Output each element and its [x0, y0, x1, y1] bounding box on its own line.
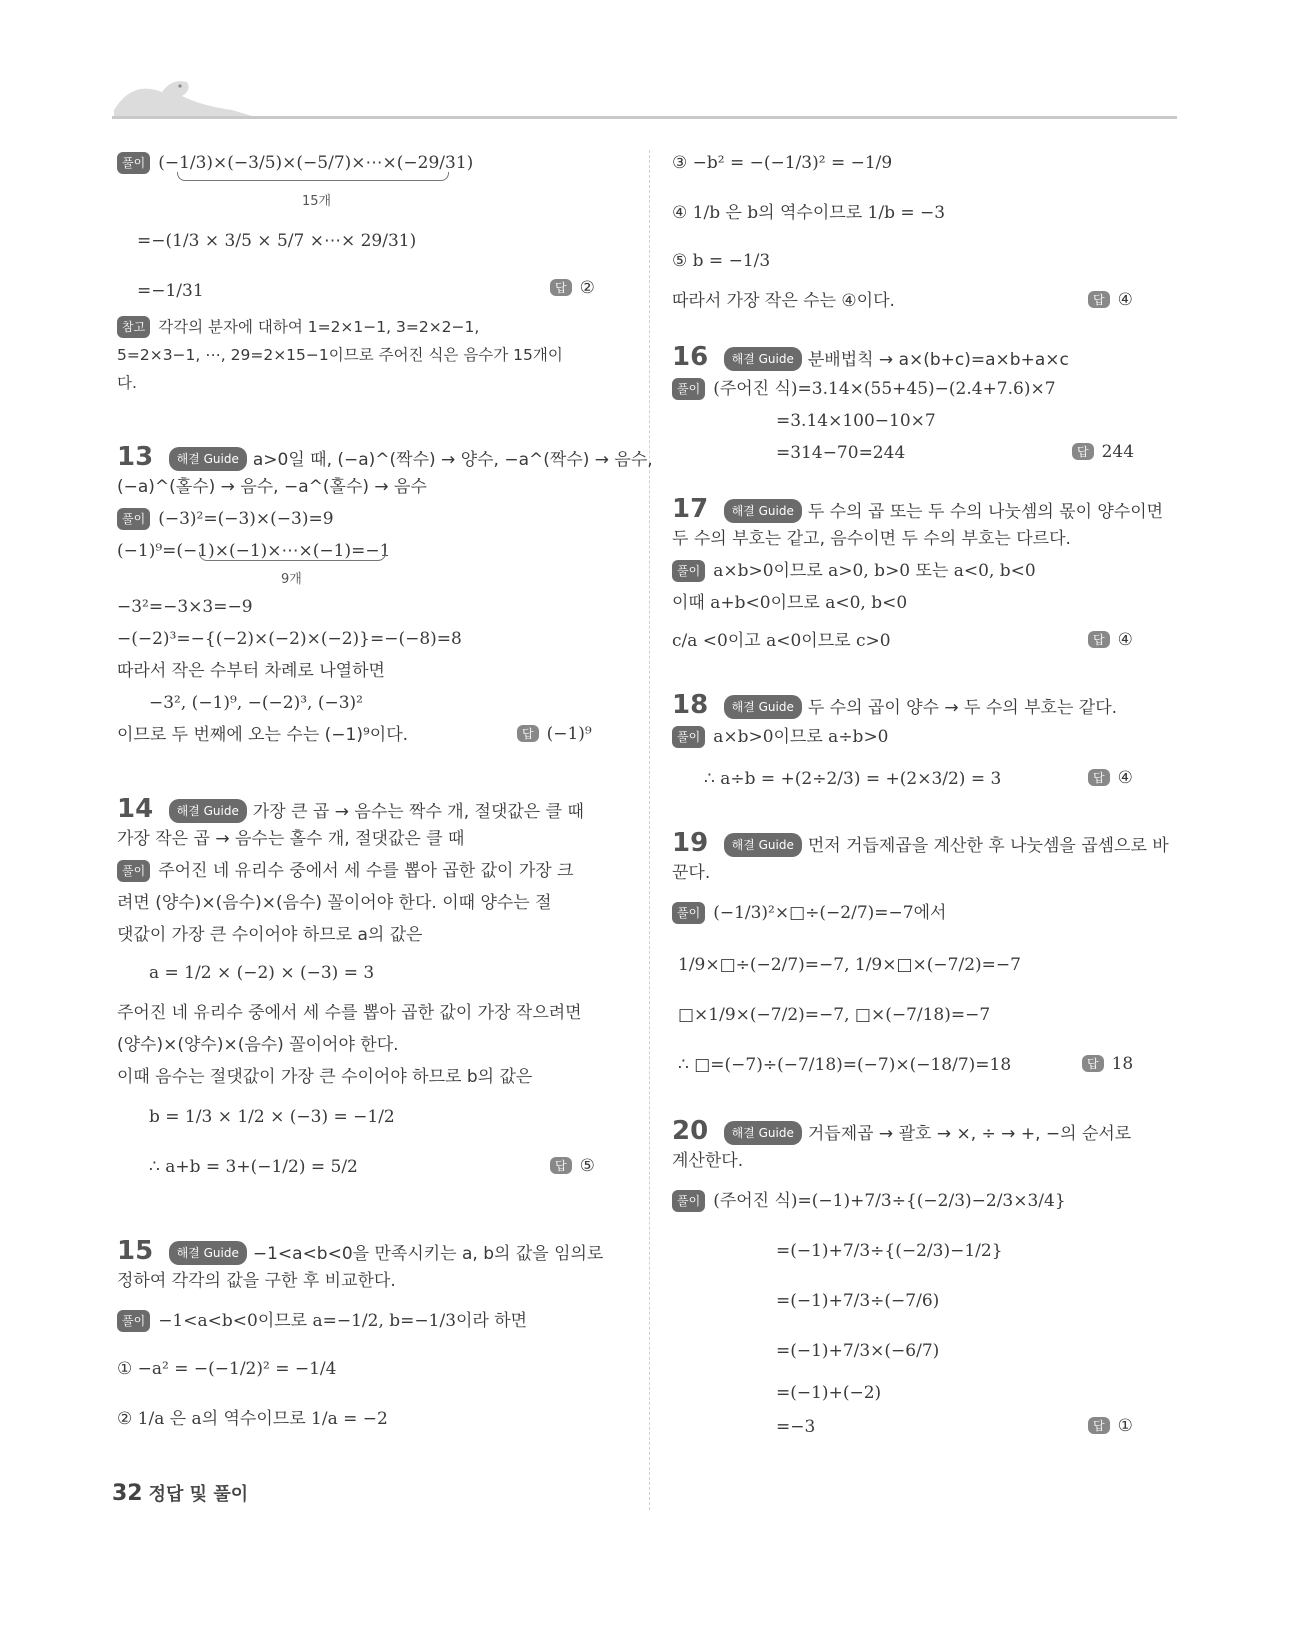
p17-step-1: 풀이 a×b>0이므로 a>0, b>0 또는 a<0, b<0	[672, 560, 1036, 582]
p16-header: 16 해결 Guide 분배법칙 → a×(b+c)=a×b+a×c	[672, 342, 1069, 372]
p13-step-2: (−1)⁹=(−1)×(−1)×⋯×(−1)=−1	[117, 541, 391, 561]
p19-guide-2: 꾼다.	[672, 863, 711, 883]
p14-step-1: 풀이 주어진 네 유리수 중에서 세 수를 뽑아 곱한 값이 가장 크	[117, 860, 574, 882]
p15-answer: 답 ④	[1088, 290, 1133, 310]
p18-answer: 답 ④	[1088, 768, 1133, 788]
column-divider	[649, 150, 650, 1510]
p15-step-7: 따라서 가장 작은 수는 ④이다.	[672, 291, 895, 311]
p19-header: 19 해결 Guide 먼저 거듭제곱을 계산한 후 나눗셈을 곱셈으로 바	[672, 828, 1169, 858]
p14-step-5: 주어진 네 유리수 중에서 세 수를 뽑아 곱한 값이 가장 작으려면	[117, 1003, 582, 1023]
p14-answer: 답 ⑤	[550, 1156, 595, 1176]
p19-step-2: 1/9×□÷(−2/7)=−7, 1/9×□×(−7/2)=−7	[678, 955, 1021, 975]
p14-step-3: 댓값이 가장 큰 수이어야 하므로 a의 값은	[117, 925, 423, 945]
p18-step-2: ∴ a÷b = +(2÷2/3) = +(2×3/2) = 3	[704, 769, 1002, 789]
p14-guide-2: 가장 작은 곱 → 음수는 홀수 개, 절댓값은 클 때	[117, 829, 465, 849]
p16-step-2: =3.14×100−10×7	[776, 411, 936, 431]
sol-label: 풀이	[117, 152, 150, 174]
p15-guide-2: 정하여 각각의 값을 구한 후 비교한다.	[117, 1271, 396, 1291]
p16-step-1: 풀이 (주어진 식)=3.14×(55+45)−(2.4+7.6)×7	[672, 378, 1056, 400]
p12-note-2: 5=2×3−1, ⋯, 29=2×15−1이므로 주어진 식은 음수가 15개이	[117, 346, 563, 364]
p14-step-6: (양수)×(양수)×(음수) 꼴이어야 한다.	[117, 1035, 399, 1055]
p20-step-2: =(−1)+7/3÷{(−2/3)−1/2}	[776, 1241, 1003, 1261]
p13-answer: 답 (−1)⁹	[517, 724, 592, 744]
p12-note-3: 다.	[117, 374, 137, 392]
header-rule	[112, 116, 1177, 119]
p15-step-5: ④ 1/b 은 b의 역수이므로 1/b = −3	[672, 203, 946, 223]
p14-step-2: 려면 (양수)×(음수)×(음수) 꼴이어야 한다. 이때 양수는 절	[117, 893, 552, 913]
p13-step-5: 따라서 작은 수부터 차례로 나열하면	[117, 661, 385, 681]
p20-step-4: =(−1)+7/3×(−6/7)	[776, 1341, 940, 1361]
p17-answer: 답 ④	[1088, 630, 1133, 650]
p13-step-7: 이므로 두 번째에 오는 수는 (−1)⁹이다.	[117, 725, 409, 745]
p14-header: 14 해결 Guide 가장 큰 곱 → 음수는 짝수 개, 절댓값은 클 때	[117, 794, 584, 824]
p20-step-3: =(−1)+7/3÷(−7/6)	[776, 1291, 940, 1311]
p19-step-4: ∴ □=(−7)÷(−7/18)=(−7)×(−18/7)=18	[678, 1055, 1012, 1075]
p12-underbrace	[177, 172, 449, 181]
p13-step-3: −3²=−3×3=−9	[117, 597, 253, 617]
p12-answer: 답 ②	[550, 278, 595, 298]
p15-header: 15 해결 Guide −1<a<b<0을 만족시키는 a, b의 값을 임의로	[117, 1236, 604, 1266]
p15-step-4: ③ −b² = −(−1/3)² = −1/9	[672, 153, 893, 173]
p19-answer: 답 18	[1082, 1054, 1133, 1074]
p14-step-4: a = 1/2 × (−2) × (−3) = 3	[149, 963, 375, 983]
p17-header: 17 해결 Guide 두 수의 곱 또는 두 수의 나눗셈의 몫이 양수이면	[672, 494, 1164, 524]
p13-step-4: −(−2)³=−{(−2)×(−2)×(−2)}=−(−8)=8	[117, 629, 462, 649]
p20-header: 20 해결 Guide 거듭제곱 → 괄호 → ×, ÷ → +, −의 순서로	[672, 1116, 1132, 1146]
p13-header: 13 해결 Guide a>0일 때, (−a)^(짝수) → 양수, −a^(짝수) → 음수,	[117, 442, 653, 472]
p15-step-1: 풀이 −1<a<b<0이므로 a=−1/2, b=−1/3이라 하면	[117, 1310, 527, 1332]
p12-expr-2: =−(1/3 × 3/5 × 5/7 ×⋯× 29/31)	[137, 231, 417, 251]
p12-expr-3: =−1/31	[137, 281, 204, 301]
p16-step-3: =314−70=244	[776, 443, 906, 463]
seal-mascot-icon	[112, 70, 252, 120]
p14-step-8: b = 1/3 × 1/2 × (−3) = −1/2	[149, 1107, 395, 1127]
p20-step-5: =(−1)+(−2)	[776, 1383, 882, 1403]
p12-brace-label: 15개	[302, 194, 332, 209]
page-number: 32	[112, 1481, 143, 1506]
p14-step-7: 이때 음수는 절댓값이 가장 큰 수이어야 하므로 b의 값은	[117, 1067, 533, 1087]
page-footer	[112, 1480, 248, 1506]
p13-step-6: −3², (−1)⁹, −(−2)³, (−3)²	[149, 693, 363, 713]
p20-guide-2: 계산한다.	[672, 1151, 744, 1171]
p12-note-1: 참고 각각의 분자에 대하여 1=2×1−1, 3=2×2−1,	[117, 316, 479, 338]
p15-step-2: ① −a² = −(−1/2)² = −1/4	[117, 1359, 337, 1379]
p18-header: 18 해결 Guide 두 수의 곱이 양수 → 두 수의 부호는 같다.	[672, 690, 1118, 720]
p12-expr-1: 풀이 (−1/3)×(−3/5)×(−5/7)×⋯×(−29/31)	[117, 152, 473, 174]
p17-step-2: 이때 a+b<0이므로 a<0, b<0	[672, 593, 908, 613]
p19-step-1: 풀이 (−1/3)²×□÷(−2/7)=−7에서	[672, 902, 946, 924]
p18-step-1: 풀이 a×b>0이므로 a÷b>0	[672, 726, 889, 748]
p20-answer: 답 ①	[1088, 1416, 1133, 1436]
p20-step-1: 풀이 (주어진 식)=(−1)+7/3÷{(−2/3)−2/3×3/4}	[672, 1190, 1066, 1212]
p16-answer: 답 244	[1072, 442, 1134, 462]
p13-step-1: 풀이 (−3)²=(−3)×(−3)=9	[117, 508, 334, 530]
p15-step-3: ② 1/a 은 a의 역수이므로 1/a = −2	[117, 1409, 388, 1429]
p13-brace-label: 9개	[281, 572, 302, 587]
p20-step-6: =−3	[776, 1417, 816, 1437]
p13-underbrace	[199, 552, 386, 561]
p19-step-3: □×1/9×(−7/2)=−7, □×(−7/18)=−7	[678, 1005, 991, 1025]
p13-guide-2: (−a)^(홀수) → 음수, −a^(홀수) → 음수	[117, 477, 427, 497]
footer-title: 정답 및 풀이	[148, 1484, 249, 1505]
p14-step-9: ∴ a+b = 3+(−1/2) = 5/2	[149, 1157, 358, 1177]
p15-step-6: ⑤ b = −1/3	[672, 251, 771, 271]
p17-step-3: c/a <0이고 a<0이므로 c>0	[672, 631, 891, 651]
p17-guide-2: 두 수의 부호는 같고, 음수이면 두 수의 부호는 다르다.	[672, 529, 1071, 549]
